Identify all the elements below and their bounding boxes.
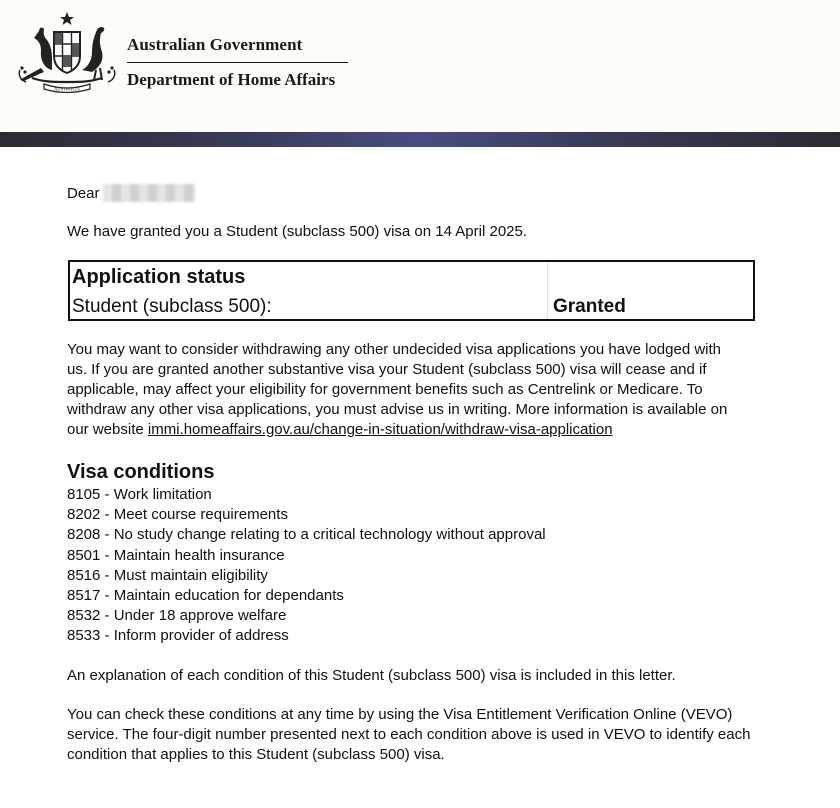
status-box-divider [547,262,548,319]
letterhead-rule [127,62,348,63]
withdraw-paragraph [67,340,742,440]
condition-item: 8533 - Inform provider of address [67,627,289,645]
letterhead [0,0,840,132]
withdraw-visa-link[interactable]: immi.homeaffairs.gov.au/change-in-situation/withdraw-visa-application [147,421,613,438]
visa-conditions-heading: Visa conditions [67,461,215,483]
coat-of-arms-logo [14,10,120,94]
status-visa-label: Student (subclass 500): [72,296,272,317]
status-heading: Application status [72,266,246,288]
government-name: Australian Government [127,35,303,54]
status-value: Granted [553,296,626,317]
visa-conditions-list [67,485,767,647]
condition-item: 8208 - No study change relating to a critical technology without approval [67,526,546,544]
condition-item: 8516 - Must maintain eligibility [67,566,268,584]
department-name: Department of Home Affairs [127,70,336,89]
header-band [0,132,840,147]
grant-statement: We have granted you a Student (subclass 500) visa on 14 April 2025. [67,223,528,240]
condition-item: 8501 - Maintain health insurance [67,546,285,564]
condition-item: 8105 - Work limitation [67,486,212,503]
vevo-paragraph: You can check these conditions at any time by using the Visa Entitlement Verification Online (VEVO) service. The four-digit number presented next to each condition above is used in VEVO to identify each condition that applies to this Student (subclass 500) visa. [67,705,751,763]
application-status-box [68,260,755,321]
redacted-name [103,184,195,202]
condition-item: 8517 - Maintain education for dependants [67,587,344,605]
letter-body [67,184,767,765]
salutation [67,184,767,204]
condition-item: 8202 - Meet course requirements [67,506,288,524]
condition-item: 8532 - Under 18 approve welfare [67,607,287,625]
svg-text:AUSTRALIA: AUSTRALIA [53,86,81,92]
conditions-explanation: An explanation of each condition of this Student (subclass 500) visa is included in this letter. [67,666,676,684]
withdraw-text: You may want to consider withdrawing any other undecided visa applications you have lodged with us. If you are granted another substantive visa your Student (subclass 500) visa will cease and if applicable, may affect your eligibility for government benefits such as Centrelink or Medicare. To withdraw any other visa applications, you must advise us in writing. More information is available on our website [67,341,728,438]
salutation-text: Dear [67,185,100,202]
